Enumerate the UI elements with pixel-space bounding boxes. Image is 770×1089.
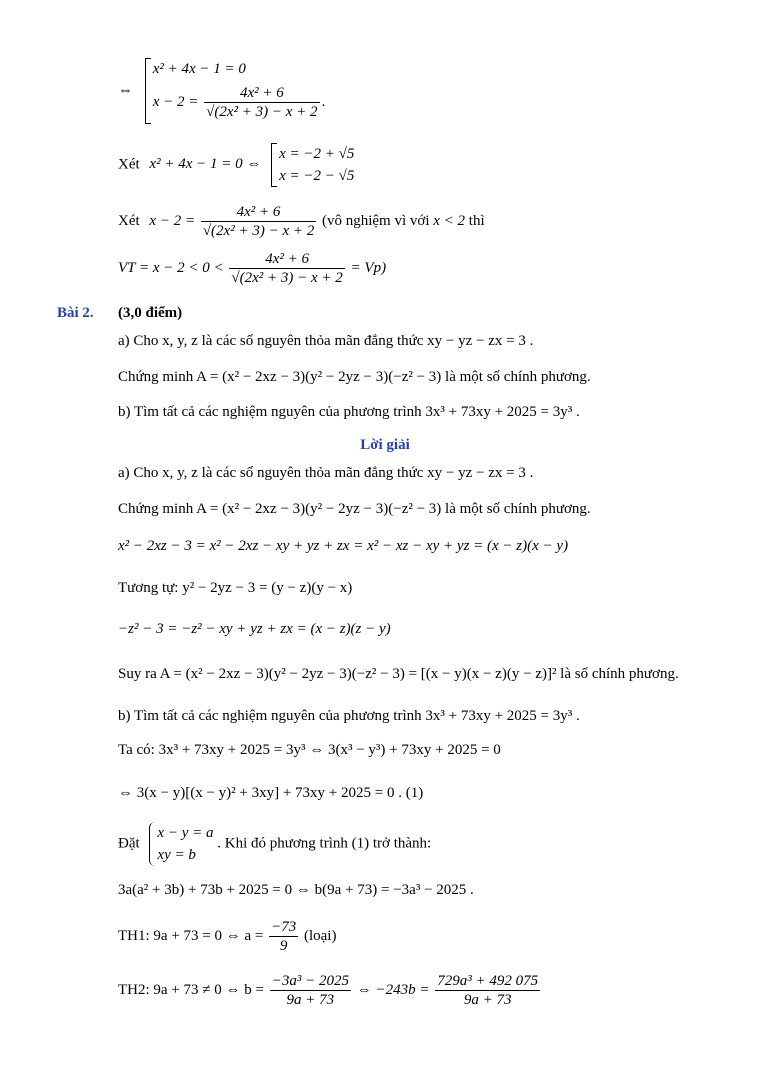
problem-points: (3,0 điểm) [118,305,183,321]
solution-a: a) Cho x, y, z là các số nguyên thỏa mãn đẳng thức xy − yz − zx = 3 . [118,465,534,481]
fraction: $\frac{\text{−3a³ − 2025}}{9a + 73}$ [271,973,349,1008]
question-a-prove: Chứng minh A = (x² − 2xz − 3)(y² − 2yz − 3)(−z² − 3) là một số chính phương. [118,369,591,385]
solution-step-2: Tương tự: y² − 2yz − 3 = (y − z)(y − x) [118,580,353,596]
solution-a-prove: Chứng minh A = (x² − 2xz − 3)(y² − 2yz − 3)(−z² − 3) là một số chính phương. [118,501,591,517]
xet-line-2: Xét x − 2 = $\frac{\text{4x² + 6}}{\text{√(2x² + 3) − x + 2}}$ (vô nghiệm vì với x < 2 thì [118,204,485,239]
solution-b: b) Tìm tất cả các nghiệm nguyên của phương trình 3x³ + 73xy + 2025 = 3y³ . [118,708,580,724]
question-a: a) Cho x, y, z là các số nguyên thỏa mãn đẳng thức xy − yz − zx = 3 . [118,333,534,349]
iff-symbol: ⇔ [118,82,133,99]
system-equation-1 [118,58,325,124]
solution-b-step-1: Ta có: 3x³ + 73xy + 2025 = 3y³ ⇔ 3(x³ − y³) + 73xy + 2025 = 0 [118,742,501,758]
solution-b-step-2: ⇔ 3(x − y)[(x − y)² + 3xy] + 73xy + 2025 = 0 . (1) [118,785,424,801]
system-line-2: x − 2 = $\frac{\text{4x² + 6}}{\text{√(2x² + 3) − x + 2}}$ . [152,85,326,121]
solution-heading: Lời giải [360,437,410,453]
case-2: TH2: 9a + 73 ≠ 0 ⇔ b = $\frac{\text{−3a³ − 2025}}{9a + 73}$ ⇔ −243b = $\frac{\text{729a³ + 492 075}}{9a + 73}$ [118,973,539,1008]
case-1: TH1: 9a + 73 = 0 ⇔ a = $\frac{-73}{9}$ (loại) [118,919,337,954]
fraction: $\frac{\text{4x² + 6}}{\text{√(2x² + 3) − x + 2}}$ [202,204,315,239]
solution-step-3: −z² − 3 = −z² − xy + yz + zx = (x − z)(z − y) [118,621,391,637]
vt-line: VT = x − 2 < 0 < $\frac{\text{4x² + 6}}{\text{√(2x² + 3) − x + 2}}$ = Vp) [118,251,387,286]
problem-label: Bài 2. [57,305,94,321]
fraction: $\frac{\text{729a³ + 492 075}}{9a + 73}$ [437,973,539,1008]
fraction: $\frac{\text{4x² + 6}}{\text{√(2x² + 3) − x + 2}}$ [206,85,318,121]
question-b: b) Tìm tất cả các nghiệm nguyên của phương trình 3x³ + 73xy + 2025 = 3y³ . [118,404,580,420]
system-bracket [143,58,326,124]
fraction: $\frac{-73}{9}$ [271,919,297,954]
xet-line-1: Xét x² + 4x − 1 = 0 ⇔ x = −2 + √5 x = −2 − √5 [118,143,354,187]
solution-b-step-3: 3a(a² + 3b) + 73b + 2025 = 0 ⇔ b(9a + 73) = −3a³ − 2025 . [118,882,474,898]
substitution-brace: x − y = a xy = b [147,822,213,866]
solution-conclusion-a: Suy ra A = (x² − 2xz − 3)(y² − 2yz − 3)(−z² − 3) = [(x − y)(x − z)(y − z)]² là số chính phương. [118,666,679,682]
roots-bracket: x = −2 + √5 x = −2 − √5 [269,143,354,187]
fraction: $\frac{\text{4x² + 6}}{\text{√(2x² + 3) − x + 2}}$ [231,251,343,286]
system-line-1: x² + 4x − 1 = 0 [152,61,246,77]
substitution-line: Đặt x − y = a xy = b . Khi đó phương trình (1) trở thành: [118,822,431,866]
solution-step-1: x² − 2xz − 3 = x² − 2xz − xy + yz + zx = x² − xz − xy + yz = (x − z)(x − y) [118,538,569,554]
